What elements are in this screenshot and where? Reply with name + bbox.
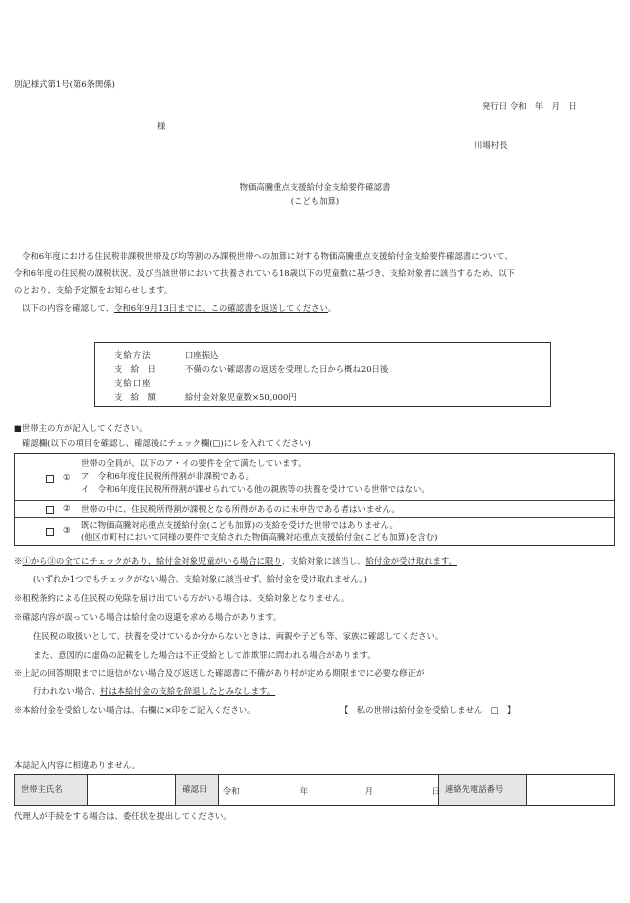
note-eligibility: ※①から③の全てにチェックがあり、給付金対象児童がいる場合に限り、支給対象に該当し、給付金が受け取れます。: [14, 556, 457, 566]
head-name-label: 世帯主氏名: [15, 775, 88, 806]
checklist-item-3-line-1: 既に物価高騰対応重点支援給付金(こども加算)の支給を受けた世帯ではありません。: [81, 520, 398, 530]
checklist-number-1: ①: [63, 472, 71, 482]
checklist-heading: 確認欄(以下の項目を確認し、確認後にチェック欄(□)にレを入れてください): [22, 438, 311, 448]
instruction-heading: ■世帯主の方が記入してください。: [14, 423, 148, 433]
note-decline: ※本給付金を受給しない場合は、右欄に×印をご記入ください。: [14, 705, 256, 715]
intro-line-4: 以下の内容を確認して、令和6年9月13日までに、この確認書を返送してください。: [22, 303, 337, 313]
phone-label: 連絡先電話番号: [439, 775, 527, 806]
note-refund: ※確認内容が誤っている場合は給付金の返還を求める場合があります。: [14, 612, 282, 622]
form-label: 別記様式第1号(第6条関係): [14, 79, 115, 89]
note-deadline: ※上記の回答期限までに返信がない場合及び返送した確認書に不備があり村が定める期限までに必要な修正が: [14, 668, 425, 678]
checklist-item-3-line-2: (他区市町村において同様の要件で支給された物価高騰対応重点支援給付金(こども加算)を含む): [81, 532, 438, 542]
note-fraud: また、意図的に虚偽の記載をした場合は不正受給として詐欺罪に問われる場合があります。: [33, 650, 376, 660]
date-day: 日: [431, 786, 441, 796]
checklist-item-1-line-3: イ 令和6年度住民税所得割が課せられている他の親族等の扶養を受けている世帯ではない。: [81, 484, 430, 494]
checkbox-item-2[interactable]: [46, 506, 54, 514]
date-field[interactable]: [218, 775, 441, 806]
payment-info-box: [94, 342, 551, 407]
payment-account-label: 支給口座: [114, 378, 152, 388]
date-era: 令和: [222, 786, 240, 796]
checklist-box: [14, 453, 615, 546]
payment-amount-value: 給付金対象児童数×50,000円: [185, 392, 297, 402]
intro-line-1: 令和6年度における住民税非課税世帯及び均等割のみ課税世帯への加算に対する物価高騰重点支援給付金支給要件確認書について、: [22, 251, 513, 261]
date-year: 年: [299, 786, 309, 796]
checklist-number-2: ②: [63, 503, 71, 513]
issuer: 川場村長: [474, 140, 508, 150]
decline-checkbox[interactable]: 【 私の世帯は給付金を受給しません □ 】: [340, 705, 516, 715]
document-subtitle: (こども加算): [290, 196, 340, 206]
note-tax-treaty: ※租税条約による住民税の免除を届け出ている方がいる場合は、支給対象となりません。: [14, 593, 350, 603]
note-unchecked: (いずれか1つでもチェックがない場合、支給対象に該当せず、給付金を受け取れません。): [33, 574, 367, 584]
intro-line-2: 令和6年度の住民税の課税状況、及び当該世帯において扶養されている18歳以下の児童数に基づき、支給対象者に該当するため、以下: [14, 268, 516, 278]
note-dependents: 住民税の取扱いとして、扶養を受けているか分からないときは、両親や子ども等、家族に確認してください。: [33, 631, 444, 641]
payment-date-value: 不備のない確認書の返送を受理した日から概ね20日後: [185, 364, 389, 374]
date-month: 月: [364, 786, 374, 796]
confirmation-text: 本誌記入内容に相違ありません。: [14, 760, 141, 770]
checklist-divider: [15, 517, 614, 518]
payment-date-label: 支 給 日: [114, 364, 156, 374]
checklist-item-1-line-1: 世帯の全員が、以下のア・イの要件を全て満たしています。: [81, 458, 307, 468]
payment-method-label: 支給方法: [114, 350, 152, 360]
issue-date: 発行日 令和 年 月 日: [482, 101, 577, 111]
checklist-number-3: ③: [63, 525, 71, 535]
checkbox-item-1[interactable]: [46, 475, 54, 483]
document-title: 物価高騰重点支援給付金支給要件確認書: [239, 182, 391, 192]
checklist-item-2-line-1: 世帯の中に、住民税所得割が課税となる所得があるのに未申告である者はいません。: [81, 504, 400, 514]
signature-table: [14, 774, 615, 806]
payment-amount-label: 支 給 額: [114, 392, 156, 402]
checklist-item-1-line-2: ア 令和6年度住民税所得割が非課税である。: [81, 471, 254, 481]
note-deadline-cont: 行われない場合、村は本給付金の支給を辞退したとみなします。: [33, 686, 276, 696]
proxy-note: 代理人が手続をする場合は、委任状を提出してください。: [14, 811, 232, 821]
checkbox-item-3[interactable]: [46, 528, 54, 536]
payment-method-value: 口座振込: [185, 350, 219, 360]
intro-line-3: のとおり、支給予定額をお知らせします。: [14, 285, 173, 295]
head-name-field[interactable]: [88, 775, 176, 806]
date-label: 確認日: [176, 775, 218, 806]
recipient-suffix: 様: [157, 121, 166, 131]
phone-field[interactable]: [527, 775, 615, 806]
checklist-divider: [15, 500, 614, 501]
